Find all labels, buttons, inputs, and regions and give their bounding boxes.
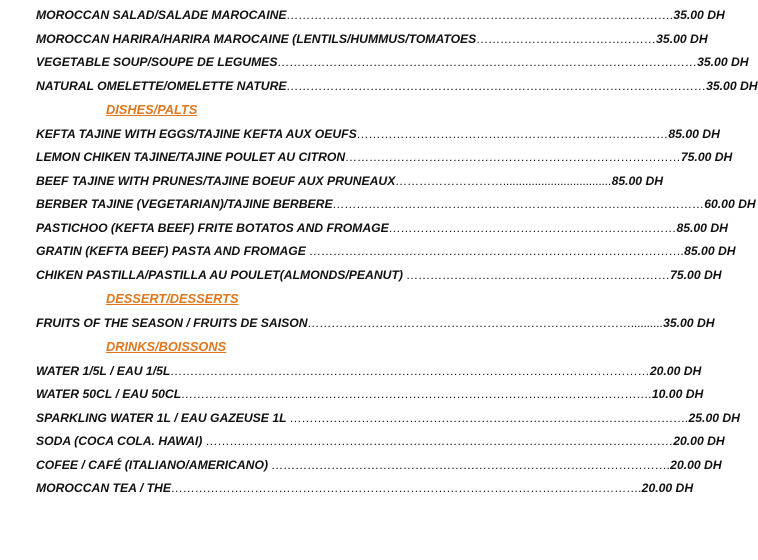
item-price: 35.00 DH <box>706 78 758 93</box>
item-name: BEEF TAJINE WITH PRUNES/TAJINE BOEUF AUX PRUNEAUX <box>36 173 396 188</box>
item-price: 35.00 DH <box>673 8 725 22</box>
item-price: 85.00 DH <box>676 220 728 235</box>
menu-item <box>36 360 736 384</box>
menu-page <box>36 4 758 501</box>
section-heading-desserts: DESSERT/DESSERTS <box>106 291 239 306</box>
item-price: 10.00 DH <box>651 387 704 401</box>
item-name: WATER 50CL / EAU 50CL <box>36 387 182 401</box>
section-heading-drinks: DRINKS/BOISSONS <box>106 339 227 354</box>
menu-item <box>36 477 736 501</box>
item-price: 20.00 DH <box>641 481 694 495</box>
item-price: 75.00 DH <box>670 267 722 282</box>
leader-dots: ……………………………………………………………………………………. <box>286 8 674 22</box>
leader-dots: ……………………………………………………………………….......... <box>307 315 664 330</box>
item-price: 20.00 DH <box>649 363 702 378</box>
section-heading-dishes: DISHES/PALTS <box>106 102 198 117</box>
item-price: 25.00 DH <box>688 410 740 425</box>
menu-item <box>36 264 736 288</box>
item-name: FRUITS OF THE SEASON / FRUITS DE SAISON <box>36 315 308 330</box>
item-price: 75.00 DH <box>680 150 733 164</box>
item-price: 35.00 DH <box>663 315 715 330</box>
item-price: 85.00 DH <box>684 244 736 258</box>
leader-dots: ………………………………………………………………………………… <box>332 197 705 211</box>
leader-dots: ……………………………………………………………………………………………………… <box>205 434 674 448</box>
item-price: 20.00 DH <box>670 457 722 472</box>
item-name: GRATIN (KEFTA BEEF) PASTA AND FROMAGE <box>36 244 310 258</box>
item-name: NATURAL OMELETTE/OMELETTE NATURE <box>36 78 287 93</box>
leader-dots: …………………………………………………………………………………………… <box>286 78 707 93</box>
item-price: 85.00 DH <box>611 173 664 188</box>
leader-dots: ……………………….................................. <box>395 173 612 188</box>
item-name: SODA (COCA COLA. HAWAI) <box>36 434 206 448</box>
leader-dots: ………………………………………………………………………………………………………. <box>170 481 642 495</box>
leader-dots: ………………………………………………………… <box>406 267 671 282</box>
menu-item <box>36 146 736 170</box>
leader-dots: ……………………………………… <box>476 31 657 46</box>
item-name: MOROCCAN HARIRA/HARIRA MAROCAINE (LENTILS/HUMMUS/TOMATOES <box>36 31 477 46</box>
leader-dots: …………………………………………………………………… <box>356 126 669 141</box>
leader-dots: …………………………………………………………………………………. <box>309 244 685 258</box>
leader-dots: ………………………………………………………………………………………. <box>289 410 689 425</box>
item-name: VEGETABLE SOUP/SOUPE DE LEGUMES <box>36 55 278 69</box>
leader-dots: ………………………………………………………………………………………. <box>271 457 671 472</box>
item-price: 60.00 DH <box>704 197 756 211</box>
item-price: 35.00 DH <box>697 55 749 69</box>
item-name: MOROCCAN SALAD/SALADE MAROCAINE <box>36 8 287 22</box>
menu-item <box>36 123 736 147</box>
leader-dots: …………………………………………………………………………………………… <box>277 55 698 69</box>
menu-item <box>36 51 749 75</box>
leader-dots: ………………………………………………………………………………………………………… <box>170 363 650 378</box>
item-name: WATER 1/5L / EAU 1/5L <box>36 363 171 378</box>
menu-item <box>36 312 736 336</box>
item-name: LEMON CHIKEN TAJINE/TAJINE POULET AU CITRON <box>36 150 346 164</box>
item-name: CHIKEN PASTILLA/PASTILLA AU POULET(ALMONDS/PEANUT) <box>36 267 407 282</box>
menu-item <box>36 430 736 454</box>
item-price: 20.00 DH <box>673 434 725 448</box>
menu-item <box>36 170 736 194</box>
leader-dots: ……………………………………………………………… <box>388 220 677 235</box>
item-name: BERBER TAJINE (VEGETARIAN)/TAJINE BERBERE <box>36 197 333 211</box>
item-name: SPARKLING WATER 1L / EAU GAZEUSE 1L <box>36 410 290 425</box>
menu-item <box>36 4 736 28</box>
menu-item <box>36 28 736 52</box>
menu-item <box>36 217 736 241</box>
item-name: MOROCCAN TEA / THE <box>36 481 171 495</box>
item-price: 35.00 DH <box>656 31 708 46</box>
item-price: 85.00 DH <box>668 126 720 141</box>
menu-item <box>36 383 736 407</box>
menu-item <box>36 454 736 478</box>
menu-item <box>36 407 740 431</box>
item-name: KEFTA TAJINE WITH EGGS/TAJINE KEFTA AUX OEUFS <box>36 126 357 141</box>
menu-item <box>36 240 736 264</box>
menu-item <box>36 75 758 99</box>
leader-dots: ………………………………………………………………………… <box>345 150 681 164</box>
leader-dots: ………………………………………………………………………………………………………. <box>181 387 652 401</box>
item-name: COFEE / CAFÉ (ITALIANO/AMERICANO) <box>36 457 272 472</box>
menu-item <box>36 193 756 217</box>
item-name: PASTICHOO (KEFTA BEEF) FRITE BOTATOS AND FROMAGE <box>36 220 389 235</box>
